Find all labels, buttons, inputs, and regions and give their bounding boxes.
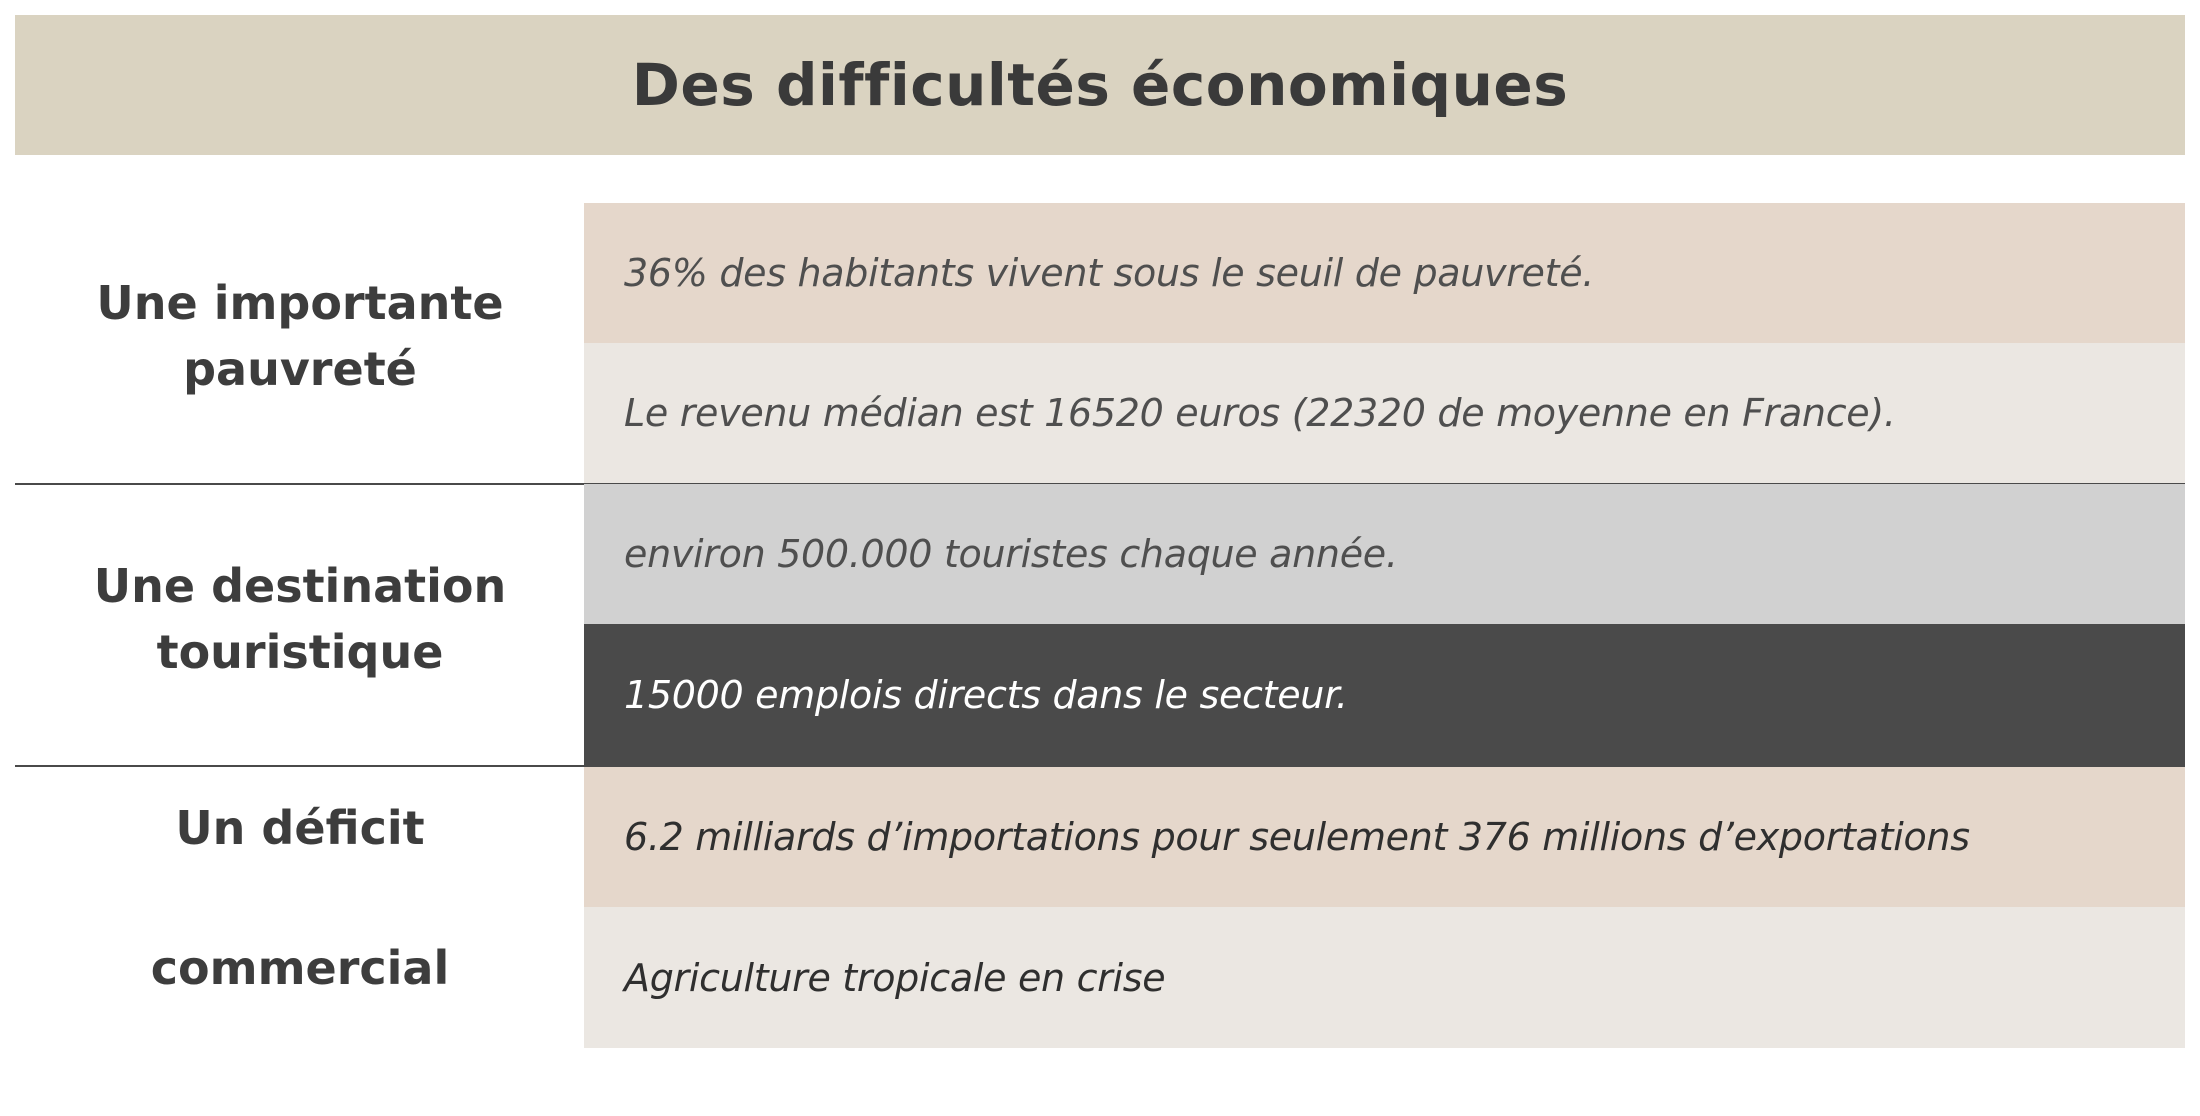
table-row xyxy=(584,907,2185,1048)
table-row-highlighted xyxy=(584,624,2185,765)
page-title: Des difficultés économiques xyxy=(631,51,1569,119)
row-text: 15000 emplois directs dans le secteur. xyxy=(624,672,1348,717)
table-row xyxy=(584,343,2185,483)
row-text: Le revenu médian est 16520 euros (22320 de moyenne en France). xyxy=(624,391,1896,435)
section-label-tourism xyxy=(15,553,585,685)
row-text: environ 500.000 touristes chaque année. xyxy=(624,532,1398,576)
table-row xyxy=(584,203,2185,343)
row-text: 6.2 milliards d’importations pour seulement 376 millions d’exportations xyxy=(624,815,1970,859)
section-label-line: pauvreté xyxy=(183,342,417,396)
row-text: 36% des habitants vivent sous le seuil de pauvreté. xyxy=(624,251,1595,295)
section-label-poverty xyxy=(15,270,585,402)
section-label-trade-line2: commercial xyxy=(150,941,450,995)
section-label-line: Une destination xyxy=(93,559,507,613)
section-label-line: Une importante xyxy=(96,276,504,330)
section-label-line: touristique xyxy=(156,625,444,679)
table-row xyxy=(584,484,2185,624)
table-row xyxy=(584,767,2185,907)
header-banner xyxy=(15,15,2185,155)
row-text: Agriculture tropicale en crise xyxy=(624,955,1166,1000)
section-label-trade-line1: Un déficit xyxy=(175,801,425,855)
